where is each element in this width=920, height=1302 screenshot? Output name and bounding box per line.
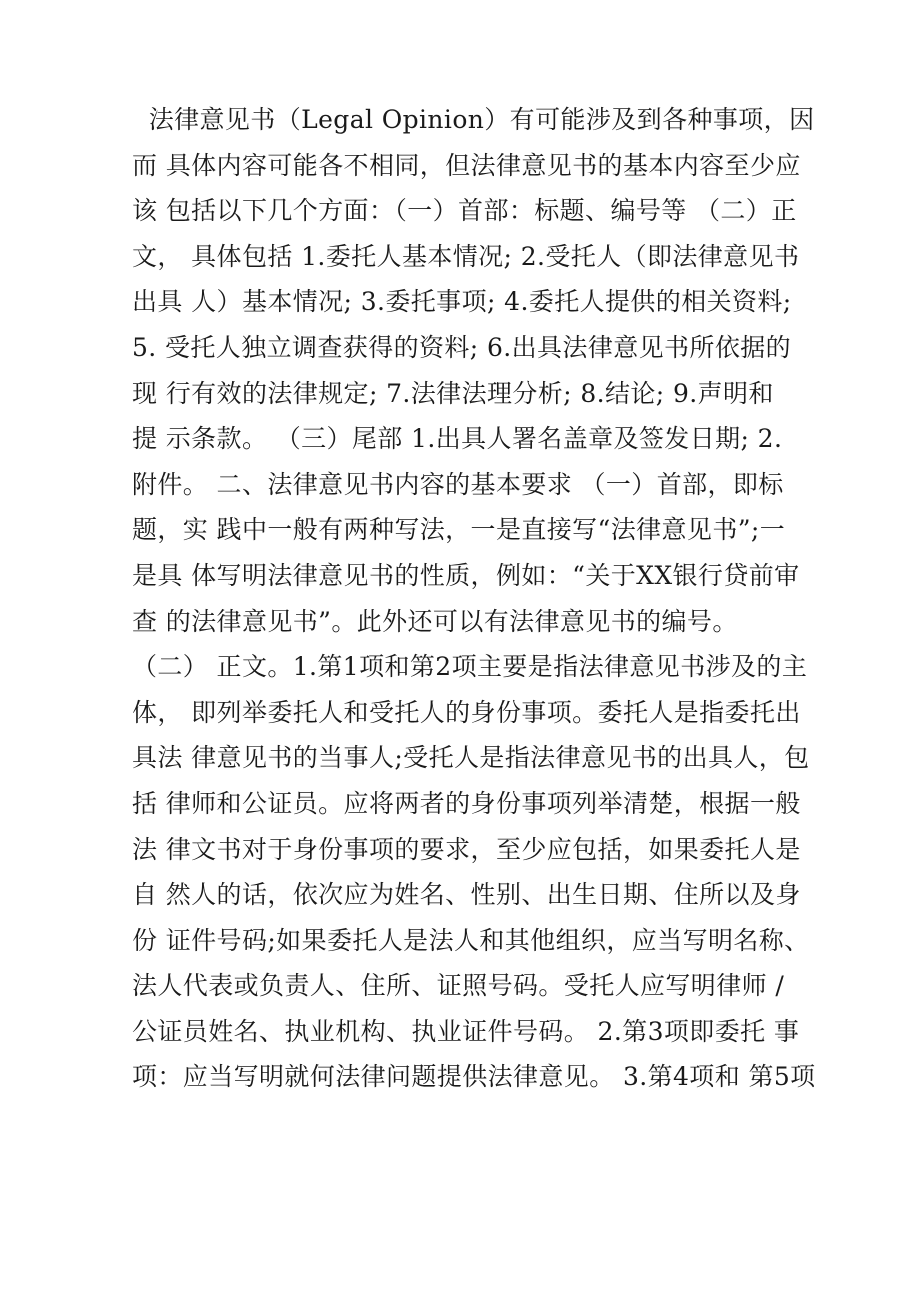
- text-line: 出具 人）基本情况; 3.委托事项; 4.委托人提供的相关资料;: [132, 287, 792, 317]
- text-line: 具法 律意见书的当事人;受托人是指法律意见书的出具人，包: [132, 743, 810, 773]
- text-line: 文， 具体包括 1.委托人基本情况; 2.受托人（即法律意见书: [132, 241, 800, 271]
- text-line: 公证员姓名、执业机构、执业证件号码。 2.第3项即委托 事: [132, 1016, 800, 1046]
- text-line: 体， 即列举委托人和受托人的身份事项。委托人是指委托出: [132, 697, 801, 727]
- text-line: 题，实 践中一般有两种写法，一是直接写“法律意见书”;一: [132, 515, 786, 545]
- text-line: 项：应当写明就何法律问题提供法律意见。 3.第4项和 第5项: [132, 1062, 816, 1092]
- text-line: 查 的法律意见书”。此外还可以有法律意见书的编号。: [132, 606, 738, 636]
- text-line: 份 证件号码;如果委托人是法人和其他组织，应当写明名称、: [132, 925, 810, 955]
- text-line: 法 律文书对于身份事项的要求，至少应包括，如果委托人是: [132, 834, 801, 864]
- text-line: 法律意见书（Legal Opinion）有可能涉及到各种事项，因: [132, 105, 815, 134]
- text-line: 是具 体写明法律意见书的性质，例如：“关于XX银行贷前审: [132, 560, 800, 590]
- text-line: 附件。 二、法律意见书内容的基本要求 （一）首部，即标: [132, 469, 784, 499]
- text-line: 现 行有效的法律规定; 7.法律法理分析; 8.结论; 9.声明和: [132, 378, 774, 408]
- text-line: （二） 正文。1.第1项和第2项主要是指法律意见书涉及的主: [132, 652, 808, 682]
- text-line: 5. 受托人独立调查获得的资料; 6.出具法律意见书所依据的: [132, 332, 792, 362]
- text-line: 自 然人的话，依次应为姓名、性别、出生日期、住所以及身: [132, 880, 801, 910]
- text-line: 提 示条款。 （三）尾部 1.出具人署名盖章及签发日期; 2.: [132, 424, 783, 454]
- text-line: 该 包括以下几个方面：（一）首部：标题、编号等 （二）正: [132, 196, 797, 226]
- text-line: 括 律师和公证员。应将两者的身份事项列举清楚，根据一般: [132, 788, 801, 818]
- body-text: [132, 97, 816, 1100]
- text-line: 而 具体内容可能各不相同，但法律意见书的基本内容至少应: [132, 150, 801, 180]
- text-line: 法人代表或负责人、住所、证照号码。受托人应写明律师 /: [132, 971, 785, 1001]
